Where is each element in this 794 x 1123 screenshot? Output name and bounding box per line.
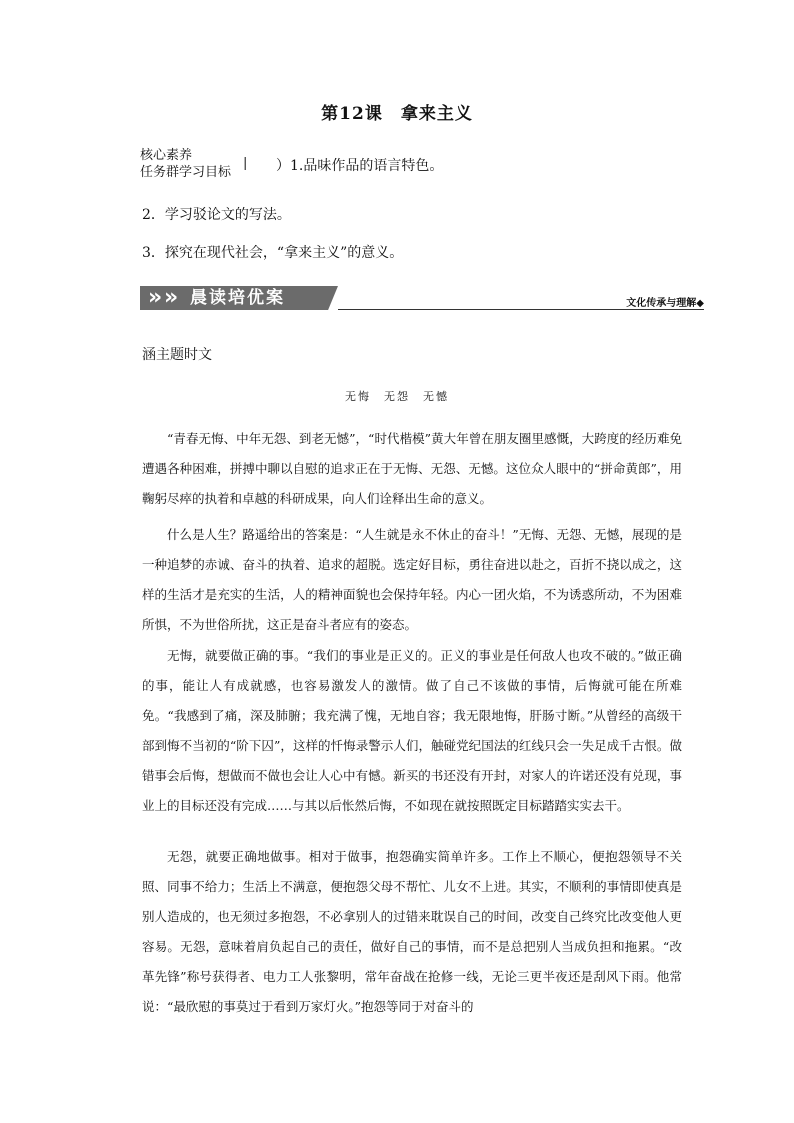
banner-divider <box>338 309 704 310</box>
core-competency-label: 核心素养 <box>140 148 193 163</box>
article-paragraph: 无怨，就要正确地做事。相对于做事，抱怨确实简单许多。工作上不顺心，便抱怨领导不关照、同事不给力；生活上不满意，便抱怨父母不帮忙、儿女不上进。其实，不顺利的事情即使真是别人造成的，也无须过多抱怨，不必拿别人的过错来耽误自己的时间，改变自己终究比改变他人更容易。无怨，意味着肩负起自己的责任，做好自己的事情，而不是总把别人当成负担和拖累。“改革先锋”称号获得者、电力工人张黎明，常年奋战在抢修一线，无论三更半夜还是刮风下雨。他常说：“最欣慰的事莫过于看到万家灯火。”抱怨等同于对奋斗的 <box>142 849 682 1014</box>
section-banner <box>140 286 704 312</box>
banner-title: 晨读培优案 <box>190 288 285 308</box>
task-group-label: 任务群学习目标 <box>140 165 232 180</box>
lesson-title: 第12课 拿来主义 <box>321 104 473 124</box>
objective-item-3: 3．探究在现代社会，“拿来主义”的意义。 <box>142 245 404 261</box>
chevron-right-icon: » <box>148 285 163 310</box>
banner-category-label: 文化传承与理解◆ <box>626 298 704 309</box>
objective-item-2: 2．学习驳论文的写法。 <box>142 207 291 223</box>
section-label: 涵主题时文 <box>142 347 212 363</box>
article-paragraph: “青春无悔、中年无怨、到老无憾”，“时代楷模”黄大年曾在朋友圈里感慨，大跨度的经历难免遭遇各种困难，拼搏中聊以自慰的追求正在于无悔、无怨、无憾。这位众人眼中的“拼命黄郎”，用鞠躬尽瘁的执着和卓越的科研成果，向人们诠释出生命的意义。 <box>142 431 682 506</box>
article-paragraph: 无悔，就要做正确的事。“我们的事业是正义的。正义的事业是任何敌人也攻不破的。”做正确的事，能让人有成就感，也容易激发人的激情。做了自己不该做的事情，后悔就可能在所难免。“我感到了痛，深及肺腑；我充满了愧，无地自容；我无限地悔，肝肠寸断。”从曾经的高级干部到悔不当初的“阶下囚”，这样的忏悔录警示人们，触碰党纪国法的红线只会一失足成千古恨。做错事会后悔，想做而不做也会让人心中有憾。新买的书还没有开封，对家人的许诺还没有兑现，事业上的目标还没有完成……与其以后怅然后悔，不如现在就按照既定目标踏踏实实去干。 <box>142 648 682 813</box>
chevron-right-icon: » <box>164 285 179 310</box>
objective-item-1: ）1.品味作品的语言特色。 <box>276 158 444 174</box>
objective-bracket: | <box>243 156 248 171</box>
article-title: 无悔 无怨 无憾 <box>345 390 449 403</box>
article-paragraph: 什么是人生？路遥给出的答案是：“人生就是永不休止的奋斗！”无悔、无怨、无憾，展现的是一种追梦的赤诚、奋斗的执着、追求的超脱。选定好目标，勇往奋进以赴之，百折不挠以成之，这样的生活才是充实的生活，人的精神面貌也会保持年轻。内心一团火焰，不为诱惑所动，不为困难所惧，不为世俗所扰，这正是奋斗者应有的姿态。 <box>142 527 682 632</box>
